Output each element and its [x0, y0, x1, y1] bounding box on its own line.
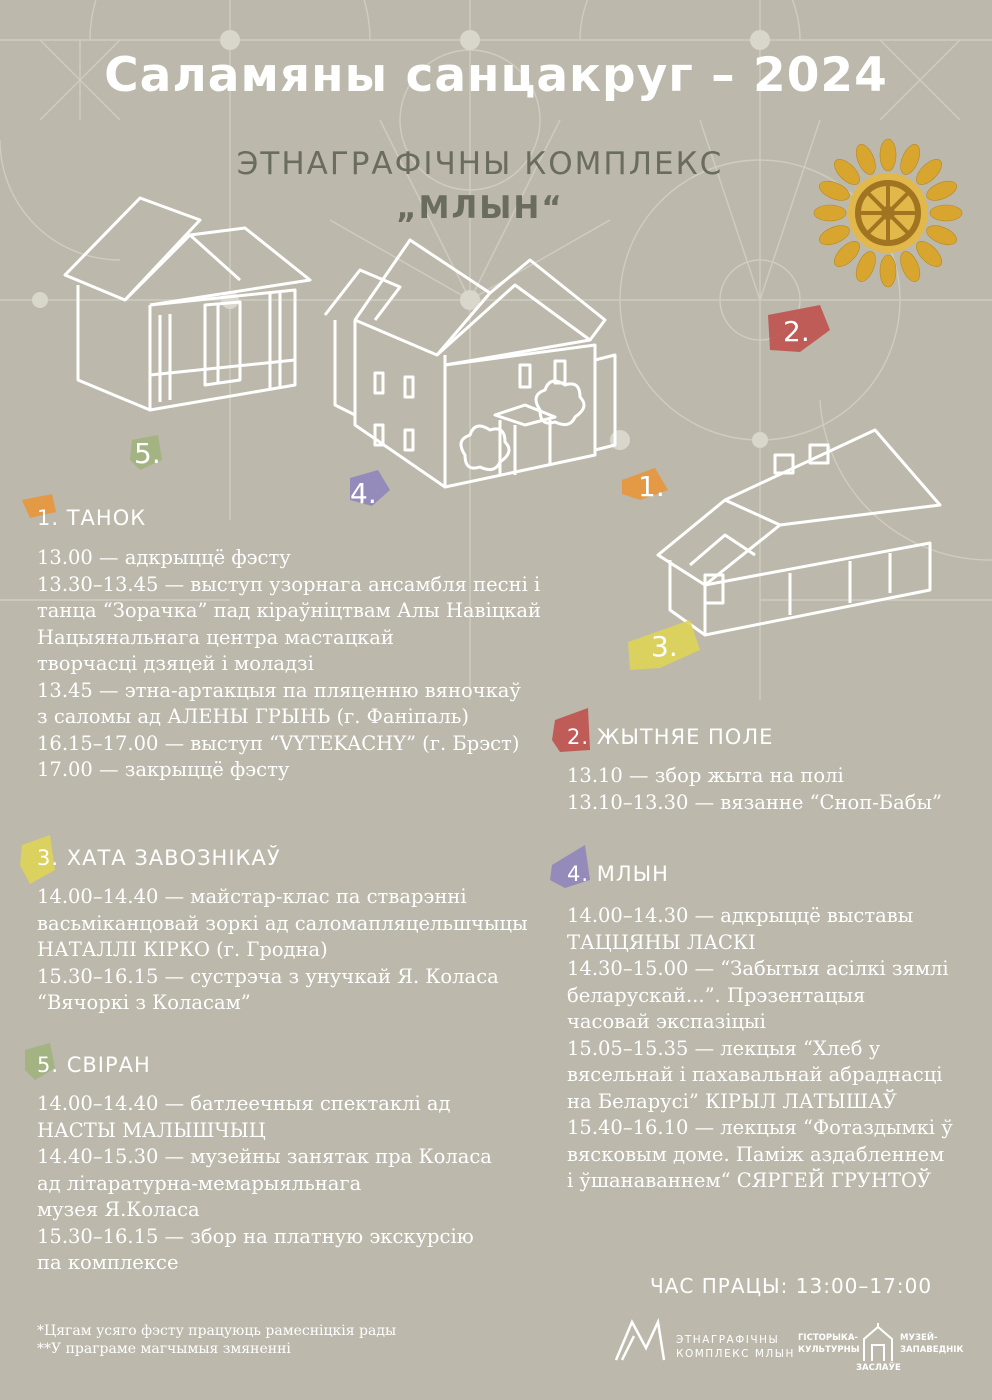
- map-label-1: 1.: [638, 470, 665, 503]
- venue-subtitle: ЭТНАГРАФІЧНЫ КОМПЛЕКС: [236, 146, 724, 182]
- schedule-line: НАСТЫ МАЛЫШЧЫЦ: [37, 1118, 266, 1142]
- logo-line: ЭТНАГРАФІЧНЫ: [676, 1334, 780, 1346]
- schedule-line: і ўшанаваннем“ СЯРГЕЙ ГРУНТОЎ: [567, 1169, 932, 1192]
- schedule-line: беларускай...”. Прэзентацыя: [567, 983, 866, 1007]
- schedule-line: “Вячоркі з Коласам”: [37, 991, 251, 1014]
- schedule-line: ад літаратурна-мемарыяльнага: [37, 1171, 362, 1195]
- schedule-line: васьміканцовай зоркі ад саломапляцельшчыцы: [37, 911, 528, 935]
- schedule-line: 15.30–16.15 — збор на платную экскурсію: [37, 1224, 474, 1248]
- section-khata-body: [37, 884, 528, 1017]
- section-sviran-body: [37, 1091, 492, 1277]
- logo-line: МУЗЕЙ-: [900, 1333, 938, 1343]
- logo-line: КОМПЛЕКС МЛЫН: [676, 1348, 795, 1360]
- schedule-line: музея Я.Коласа: [37, 1198, 200, 1221]
- section-pole-heading: 2. ЖЫТНЯЕ ПОЛЕ: [567, 725, 774, 749]
- section-khata-heading: 3. ХАТА ЗАВОЗНІКАЎ: [37, 846, 281, 870]
- footnote: **У праграме магчымыя змяненні: [37, 1341, 291, 1357]
- logo-line: ЗАПАВЕДНІК: [900, 1345, 964, 1355]
- museum-logo: [798, 1323, 968, 1373]
- schedule-line: танца “Зорачка” пад кіраўніцтвам Алы Навіцкай: [37, 599, 542, 622]
- logo-line: ЗАСЛАЎЕ: [856, 1363, 901, 1373]
- schedule-line: 14.00–14.40 — батлеечныя спектаклі ад: [37, 1092, 451, 1115]
- map-label-2: 2.: [783, 315, 810, 348]
- section-pole-body: [567, 763, 942, 816]
- schedule-line: 14.30–15.00 — “Забытыя асілкі зямлі: [567, 957, 949, 980]
- schedule-line: 13.10–13.30 — вязанне “Сноп-Бабы”: [567, 790, 942, 814]
- footnote: *Цягам усяго фэсту працуюць рамесніцкія рады: [37, 1323, 397, 1339]
- schedule-line: вясковым доме. Паміж аздабленнем: [567, 1142, 945, 1166]
- schedule-line: 14.40–15.30 — музейны занятак пра Коласа: [37, 1145, 492, 1168]
- schedule-line: з саломы ад АЛЕНЫ ГРЫНЬ (г. Фаніпаль): [37, 705, 469, 728]
- map-label-4: 4.: [350, 477, 377, 510]
- schedule-line: на Беларусі” КІРЫЛ ЛАТЫШАЎ: [567, 1089, 897, 1113]
- schedule-line: 13.45 — этна-артакцыя па пляценню вяночкаў: [37, 678, 521, 702]
- section-sviran-heading: 5. СВІРАН: [37, 1053, 151, 1077]
- schedule-line: Нацыянальнага центра мастацкай: [37, 625, 394, 649]
- schedule-line: творчасці дзяцей і моладзі: [37, 652, 314, 675]
- logo-line: КУЛЬТУРНЫ: [798, 1345, 860, 1355]
- opening-hours: ЧАС ПРАЦЫ: 13:00–17:00: [650, 1274, 933, 1298]
- schedule-line: 15.05–15.35 — лекцыя “Хлеб у: [567, 1036, 881, 1060]
- schedule-line: 15.40–16.10 — лекцыя “Фотаздымкі ў: [567, 1116, 953, 1139]
- schedule-line: па комплексе: [37, 1251, 179, 1274]
- mlyn-logo-icon: [612, 1318, 670, 1364]
- museum-tower-icon: [860, 1323, 896, 1363]
- schedule-line: 13.00 — адкрыццё фэсту: [37, 546, 291, 569]
- schedule-line: 17.00 — закрыццё фэсту: [37, 758, 290, 781]
- mlyn-logo-text: [676, 1333, 795, 1361]
- footnotes: [37, 1322, 396, 1358]
- map-label-5: 5.: [134, 437, 161, 470]
- section-mlyn-heading: 4. МЛЫН: [567, 862, 669, 886]
- schedule-line: часовай экспазіцыі: [567, 1010, 766, 1033]
- schedule-line: 13.30–13.45 — выступ узорнага ансамбля песні і: [37, 572, 541, 596]
- schedule-line: 15.30–16.15 — сустрэча з унучкай Я. Коласа: [37, 964, 499, 988]
- schedule-line: НАТАЛЛІ КІРКО (г. Гродна): [37, 938, 328, 961]
- section-mlyn-body: [567, 903, 953, 1195]
- schedule-line: вясельнай і пахавальнай абраднасці: [567, 1063, 943, 1086]
- section-tanok-body: [37, 545, 541, 784]
- poster-title: Саламяны санцакруг – 2024: [104, 48, 888, 103]
- section-tanok-heading: 1. ТАНОК: [37, 506, 147, 530]
- map-label-3: 3.: [651, 630, 678, 663]
- logo-line: ГІСТОРЫКА-: [798, 1333, 858, 1343]
- schedule-line: 14.00–14.40 — майстар-клас па стварэнні: [37, 885, 467, 908]
- schedule-line: 13.10 — збор жыта на полі: [567, 764, 844, 787]
- schedule-line: ТАЦЦЯНЫ ЛАСКІ: [567, 930, 756, 954]
- schedule-line: 16.15–17.00 — выступ “VYTEKACHY” (г. Брэст): [37, 731, 520, 755]
- schedule-line: 14.00–14.30 — адкрыццё выставы: [567, 904, 914, 927]
- venue-name: „МЛЫН“: [396, 190, 564, 226]
